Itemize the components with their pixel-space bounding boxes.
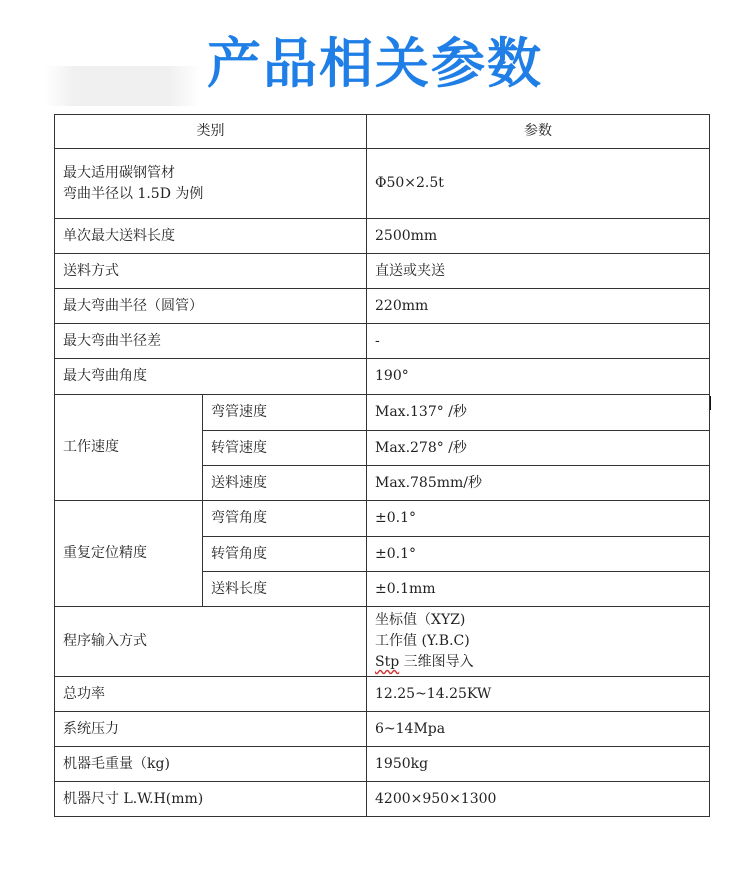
row-label — [55, 149, 367, 219]
table-row — [55, 359, 710, 395]
row-label: 最大弯曲半径（圆管） — [55, 289, 367, 324]
row-value: 220mm — [367, 289, 710, 324]
row-value: 直送或夹送 — [367, 254, 710, 289]
table-row — [55, 607, 710, 677]
row-value: Max.137° /秒 — [367, 395, 710, 431]
sub-label: 弯管速度 — [203, 395, 367, 431]
row-label: 机器尺寸 L.W.H(mm) — [55, 782, 367, 817]
table-row — [55, 677, 710, 712]
row-label: 总功率 — [55, 677, 367, 712]
row-label: 最大弯曲半径差 — [55, 324, 367, 359]
row-value: 1950kg — [367, 747, 710, 782]
sub-label: 转管速度 — [203, 431, 367, 466]
row-label: 机器毛重量（kg) — [55, 747, 367, 782]
header-parameter: 参数 — [367, 115, 710, 149]
row-value: Max.785mm/秒 — [367, 466, 710, 501]
row-value: 2500mm — [367, 219, 710, 254]
sub-label: 弯管角度 — [203, 501, 367, 537]
table-row — [55, 219, 710, 254]
table-row — [55, 289, 710, 324]
row-label: 单次最大送料长度 — [55, 219, 367, 254]
group-label-repeat-accuracy: 重复定位精度 — [55, 501, 203, 607]
row-value: - — [367, 324, 710, 359]
parameter-table — [54, 114, 710, 817]
row-value: 6~14Mpa — [367, 712, 710, 747]
value-line: 坐标值（XYZ) — [375, 612, 466, 628]
table-row — [55, 324, 710, 359]
table-row — [55, 149, 710, 219]
row-value: Φ50×2.5t — [367, 149, 710, 219]
row-value-multiline — [367, 607, 710, 677]
header-category: 类别 — [55, 115, 367, 149]
row-value: ±0.1mm — [367, 572, 710, 607]
sub-label: 送料速度 — [203, 466, 367, 501]
table-header-row — [55, 115, 710, 149]
row-value: ±0.1° — [367, 537, 710, 572]
spellcheck-underlined-word: Stp — [375, 654, 400, 670]
row-value: 12.25~14.25KW — [367, 677, 710, 712]
page-title: 产品相关参数 — [207, 32, 543, 95]
table-row — [55, 395, 710, 431]
table-row — [55, 501, 710, 537]
sub-label: 送料长度 — [203, 572, 367, 607]
row-label-line: 最大适用碳钢管材 — [63, 164, 175, 181]
row-value: Max.278° /秒 — [367, 431, 710, 466]
table-row — [55, 712, 710, 747]
row-value: 4200×950×1300 — [367, 782, 710, 817]
row-value: 190° — [367, 359, 710, 395]
row-label: 最大弯曲角度 — [55, 359, 367, 395]
value-line: 工作值 (Y.B.C) — [375, 633, 470, 649]
value-line — [375, 652, 709, 673]
row-value: ±0.1° — [367, 501, 710, 537]
row-label-line: 弯曲半径以 1.5D 为例 — [63, 185, 204, 202]
group-label-work-speed: 工作速度 — [55, 395, 203, 501]
row-label: 程序输入方式 — [55, 607, 367, 677]
grey-smudge — [44, 66, 200, 106]
sub-label: 转管角度 — [203, 537, 367, 572]
row-label: 送料方式 — [55, 254, 367, 289]
row-label: 系统压力 — [55, 712, 367, 747]
value-line-rest: 三维图导入 — [399, 654, 474, 670]
table-row — [55, 782, 710, 817]
table-row — [55, 254, 710, 289]
table-row — [55, 747, 710, 782]
